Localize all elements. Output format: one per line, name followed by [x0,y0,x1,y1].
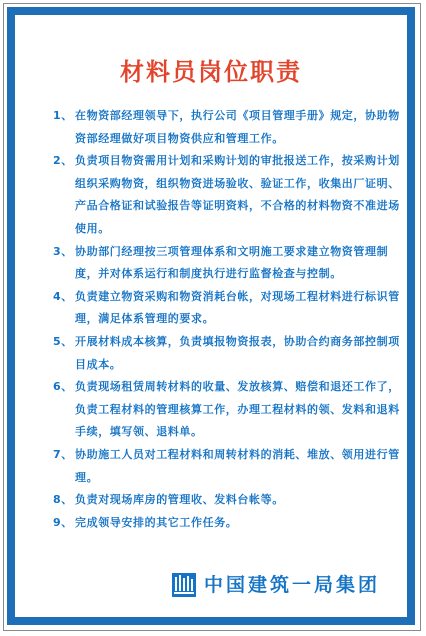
duty-number: 9、 [53,515,73,529]
duty-list [53,105,405,534]
duty-item-9 [53,512,405,535]
cscec-logo-icon [172,573,196,597]
duty-number: 7、 [53,447,73,461]
duty-item-8 [53,489,405,512]
duty-text: 负责对现场库房的管理收、发料台帐等。 [75,493,284,507]
duty-number: 6、 [53,380,73,394]
duty-text: 协助部门经理按三项管理体系和文明施工要求建立物资管理制度，并对体系运行和制度执行进行监督检查与控制。 [75,244,389,281]
duty-number: 4、 [53,289,73,303]
duty-text: 负责项目物资需用计划和采购计划的审批报送工作，按采购计划组织采购物资，组织物资进场验收、验证工作，收集出厂证明、产品合格证和试验报告等证明资料，不合格的材料物资不准进场使用。 [75,154,400,235]
duty-text: 开展材料成本核算，负责填报物资报表，协助合约商务部控制项目成本。 [75,334,400,371]
duty-text: 负责建立物资采购和物资消耗台帐，对现场工程材料进行标识管理，满足体系管理的要求。 [75,289,400,326]
duty-item-3 [53,241,405,286]
duty-item-5 [53,331,405,376]
duty-text: 完成领导安排的其它工作任务。 [75,515,238,529]
duty-item-6 [53,376,405,444]
duty-text: 负责现场租赁周转材料的收量、发放核算、赔偿和退还工作了，负责工程材料的管理核算工作，办理工程材料的领、发料和退料手续，填写领、退料单。 [75,380,400,439]
duty-number: 3、 [53,244,73,258]
duty-text: 协助施工人员对工程材料和周转材料的消耗、堆放、领用进行管理。 [75,447,400,484]
duty-item-4 [53,286,405,331]
page-title: 材料员岗位职责 [120,58,302,86]
duty-number: 2、 [53,154,73,168]
duty-number: 8、 [53,493,73,507]
company-name: 中国建筑一局集团 [203,574,380,596]
duty-panel [7,7,415,625]
duty-number: 5、 [53,334,73,348]
cscec-logo-graphic [172,573,196,597]
duty-item-1 [53,105,405,150]
company-footer [172,573,380,597]
duty-item-2 [53,150,405,240]
duty-item-7 [53,444,405,489]
duty-number: 1、 [53,109,73,122]
duty-text: 在物资部经理领导下，执行公司《项目管理手册》规定，协助物资部经理做好项目物资供应和管理工作。 [75,109,400,145]
